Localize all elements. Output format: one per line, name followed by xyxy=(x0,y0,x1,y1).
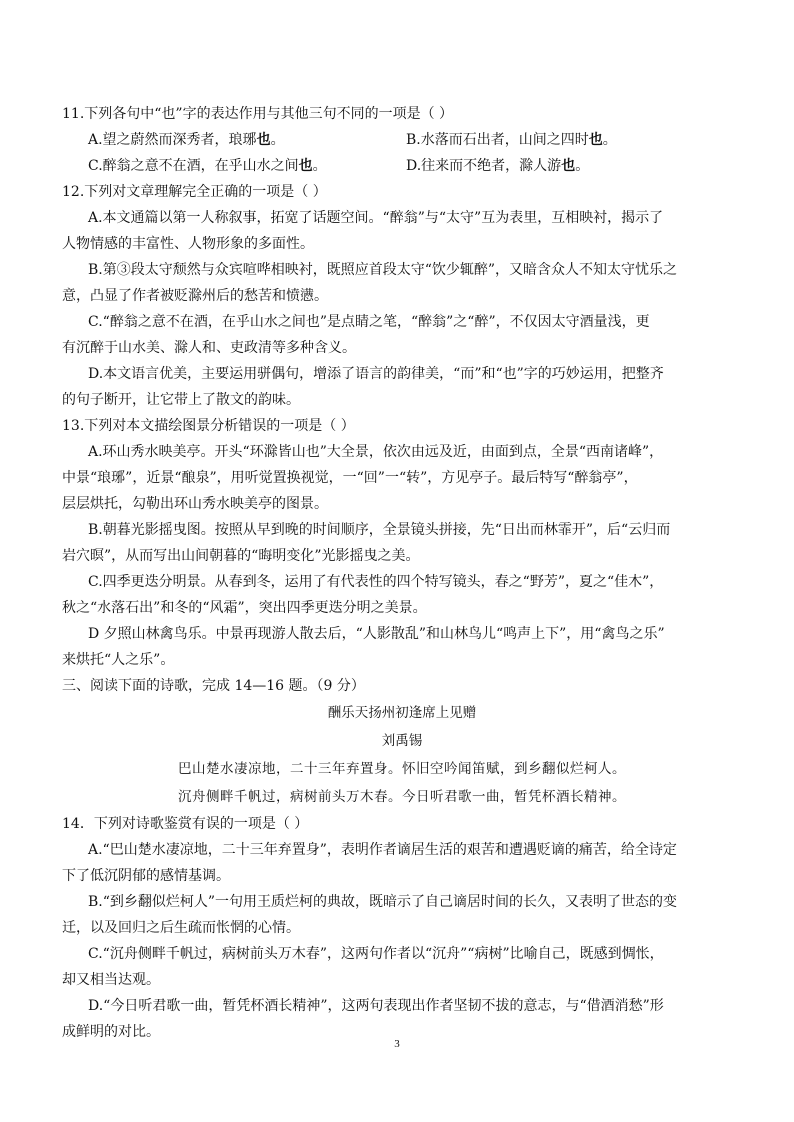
question-12-option-a: A.本文通篇以第一人称叙事，拓宽了话题空间。“醉翁”与“太守”互为表里，互相映衬，揭示了 xyxy=(88,210,664,226)
poem-title: 酬乐天扬州初逢席上见赠 xyxy=(327,705,477,721)
question-12-option-a-cont: 人物情感的丰富性、人物形象的多面性。 xyxy=(62,236,314,252)
question-14-option-c: C.“沉舟侧畔千帆过，病树前头万木春”，这两句作者以“沉舟”“病树”比喻自己，既感到惆怅， xyxy=(88,946,664,962)
question-13-option-c-cont: 秋之“水落石出”和冬的“风霜”，突出四季更迭分明之美景。 xyxy=(62,600,427,616)
question-14-option-d: D.“今日听君歌一曲，暂凭杯酒长精神”，这两句表现出作者坚韧不拔的意志，与“借酒消愁”形 xyxy=(88,998,664,1014)
question-12-option-c: C.“醉翁之意不在酒，在乎山水之间也”是点睛之笔，“醉翁”之“醉”，不仅因太守酒量浅，更 xyxy=(88,314,650,330)
question-11-option-b xyxy=(406,127,724,153)
option-bold-char: 也 xyxy=(588,132,603,148)
question-14-option-d-cont: 成鲜明的对比。 xyxy=(62,1024,160,1040)
poem-author: 刘禹锡 xyxy=(381,733,423,749)
option-bold-char: 也 xyxy=(561,158,576,174)
option-punct: 。 xyxy=(270,132,285,148)
option-text: B.水落而石出者，山间之四时 xyxy=(406,132,589,148)
option-punct: 。 xyxy=(312,158,327,174)
question-12-option-b-cont: 意，凸显了作者被贬滁州后的愁苦和愤懑。 xyxy=(62,288,328,304)
option-bold-char: 也 xyxy=(256,132,271,148)
question-11-option-d xyxy=(406,153,724,179)
question-13-option-d: D 夕照山林禽鸟乐。中景再现游人散去后，“人影散乱”和山林鸟儿“鸣声上下”，用“禽鸟之乐” xyxy=(88,626,665,642)
option-text: C.醉翁之意不在酒，在乎山水之间 xyxy=(88,158,299,174)
question-12-option-c-cont: 有沉醉于山水美、滁人和、吏政清等多种含义。 xyxy=(62,340,356,356)
poem-line-1: 巴山楚水凄凉地，二十三年弃置身。怀旧空吟闻笛赋，到乡翻似烂柯人。 xyxy=(178,761,626,777)
question-14-option-a: A.“巴山楚水凄凉地，二十三年弃置身”，表明作者谪居生活的艰苦和遭遇贬谪的痛苦，给全诗定 xyxy=(88,842,677,858)
question-11-option-a xyxy=(62,127,406,153)
question-14-title: 14．下列对诗歌鉴赏有误的一项是（ ） xyxy=(62,816,309,832)
page-content xyxy=(62,101,742,1045)
question-14-option-b: B.“到乡翻似烂柯人”一句用王质烂柯的典故，既暗示了自己谪居时间的长久，又表明了世态的变 xyxy=(88,894,678,910)
question-14-option-c-cont: 却又相当达观。 xyxy=(62,972,160,988)
question-11-option-c xyxy=(62,153,406,179)
question-13-option-a-cont-1: 中景“琅琊”，近景“酿泉”，用听觉置换视觉，一“回”一“转”，方见亭子。最后特写“醉翁亭”， xyxy=(62,470,638,486)
option-punct: 。 xyxy=(602,132,617,148)
question-13-option-c: C.四季更迭分明景。从春到冬，运用了有代表性的四个特写镜头，春之“野芳”，夏之“佳木”， xyxy=(88,574,664,590)
option-text: D.往来而不绝者，滁人游 xyxy=(406,158,562,174)
question-14-option-b-cont: 迁，以及回归之后生疏而怅惘的心情。 xyxy=(62,920,300,936)
question-11-title: 11.下列各句中“也”字的表达作用与其他三句不同的一项是（ ） xyxy=(62,106,454,122)
question-13-option-d-cont: 来烘托“人之乐”。 xyxy=(62,652,175,668)
question-13-option-b-cont: 岩穴暝”，从而写出山间朝暮的“晦明变化”光影摇曳之美。 xyxy=(62,548,420,564)
section-3-heading: 三、阅读下面的诗歌，完成 14—16 题。（9 分） xyxy=(62,678,365,694)
question-13-title: 13.下列对本文描绘图景分析错误的一项是（ ） xyxy=(62,418,355,434)
question-11-options-row-2 xyxy=(62,153,742,179)
question-12-title: 12.下列对文章理解完全正确的一项是（ ） xyxy=(62,184,327,200)
question-12-option-d-cont: 的句子断开，让它带上了散文的韵味。 xyxy=(62,392,300,408)
question-13-option-a-cont-2: 层层烘托，勾勒出环山秀水映美亭的图景。 xyxy=(62,496,328,512)
question-13-option-a: A.环山秀水映美亭。开头“环滁皆山也”大全景，依次由远及近，由面到点，全景“西南诸峰”， xyxy=(88,444,664,460)
question-11-options-row-1 xyxy=(62,127,742,153)
question-12-option-d: D.本文语言优美，主要运用骈偶句，增添了语言的韵律美，“而”和“也”字的巧妙运用，把整齐 xyxy=(88,366,664,382)
page-number: 3 xyxy=(394,1038,400,1050)
question-13-option-b: B.朝暮光影摇曳图。按照从早到晚的时间顺序，全景镜头拼接，先“日出而林霏开”，后“云归而 xyxy=(88,522,671,538)
option-punct: 。 xyxy=(575,158,590,174)
option-bold-char: 也 xyxy=(298,158,313,174)
poem-line-2: 沉舟侧畔千帆过，病树前头万木春。今日听君歌一曲，暂凭杯酒长精神。 xyxy=(178,789,626,805)
question-12-option-b: B.第③段太守颓然与众宾喧哗相映衬，既照应首段太守“饮少辄醉”，又暗含众人不知太守忧乐之 xyxy=(88,262,678,278)
option-text: A.望之蔚然而深秀者，琅琊 xyxy=(88,132,257,148)
question-14-option-a-cont: 下了低沉阴郁的感情基调。 xyxy=(62,868,230,884)
